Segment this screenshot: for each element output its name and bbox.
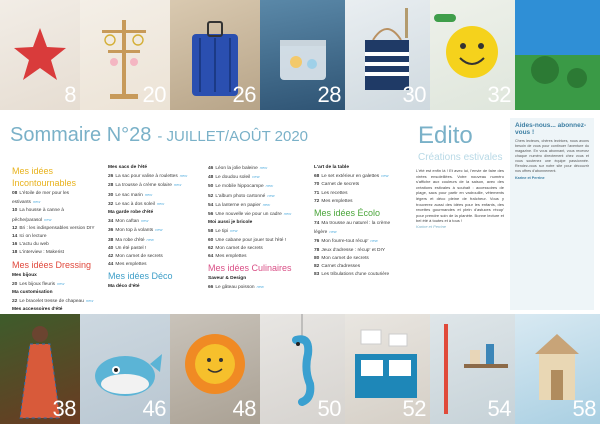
photo-tile-beach-hut[interactable] [515,314,600,424]
toc-page-number: 16 [12,242,18,248]
section-heading: Mes idées Incontournables [12,166,77,188]
photo-tile-pouch[interactable] [260,0,345,110]
toc-entry-title: Jeux d'adresse : récup' et DIY [321,247,386,253]
toc-page-number: 50 [208,184,214,190]
toc-page-number: 72 [314,198,320,204]
toc-entry[interactable] [314,190,404,198]
subscription-text: Chers lecteurs, chères lectrices, nous avons besoin de vous pour continuer l'aventure du magazine. En vous abonnant, vous recevez chaque numéro directement chez vous et vous soutenez une équipe passionnée. Rendez-vous sur notre site pour découvrir nos offres d'abonnement. [515,139,589,173]
new-badge: new [329,229,337,235]
toc-entry[interactable] [108,236,200,245]
toc-entry-title: Ma trousse au naturel : la crème légère [314,221,391,236]
toc-entry[interactable] [108,226,200,235]
subsection-heading: Mes bijoux [12,272,37,278]
toc-entry[interactable] [314,181,404,189]
garden-illustration [515,0,600,110]
photo-tile-whale[interactable] [80,314,170,424]
toc-page-number: 83 [314,272,320,278]
toc-entry[interactable] [208,173,302,182]
toc-entry[interactable] [208,283,302,292]
edito-text: L'été est enfin là ! Et avec lui, l'envie de faire des virées ensoleillées. Votre nouveau numéro s'affiche aux couleurs de la saison, avec des créations estivales à souhait : accessoires de plage, sacs pour partir en vadrouille, vêtements légers et déco pleine de fraîcheur. Vous y trouverez aussi des idées pour les enfants, des recettes gourmandes et plein d'astuces récup' pour prendre soin de la planète. Bonne lecture et bel été à toutes et à tous ! [416,168,504,224]
edito-signature: Karine et Perrine [416,223,447,229]
edito-body [416,168,504,230]
toc-entry[interactable] [208,182,302,191]
toc-entry[interactable] [208,227,302,236]
toc-entry[interactable] [108,245,200,253]
toc-entry[interactable] [108,200,200,209]
toc-entry[interactable] [314,255,404,263]
toc-entry[interactable] [108,253,200,261]
new-badge: new [283,211,292,217]
toc-page-number: 48 [208,175,214,181]
edito-subtitle: Créations estivales [418,152,503,163]
toc-entry[interactable] [314,220,404,237]
toc-entry[interactable] [12,280,98,289]
page-number: 58 [572,396,596,421]
toc-page-number: 82 [314,264,320,270]
toc-page-number: 54 [208,202,214,208]
toc-entry-title: Les recettes [321,190,348,196]
toc-entry[interactable] [108,261,200,269]
issue-date: - JUILLET/AOÛT 2020 [157,128,309,145]
toc-entry[interactable] [108,191,200,200]
photo-tile-shelf[interactable] [430,314,515,424]
toc-page-number: 28 [108,183,114,189]
page-number: 32 [487,82,511,107]
new-badge: new [370,238,378,244]
toc-page-number: 78 [314,247,320,253]
toc-entry-title: Les tribulations d'une couturière [321,272,390,278]
new-badge: new [259,165,268,170]
toc-page-number: 22 [12,299,18,305]
toc-page-number: 18 [12,250,18,256]
toc-entry-title: Le tipi [215,229,229,235]
top-photo-strip [0,0,600,110]
photo-tile-smiley[interactable] [430,0,515,110]
toc-entry-title: Mon carnet de secrets [215,245,263,251]
subsection-heading: L'art de la table [314,165,349,170]
toc-entry[interactable] [208,192,302,201]
new-badge: new [141,218,149,224]
page-number: 54 [487,396,511,421]
toc-entry[interactable] [12,207,98,224]
toc-entry[interactable] [314,172,404,181]
toc-entry-title: Le set extérieur en galettes [321,174,380,180]
photo-tile-suitcase[interactable] [170,0,260,110]
toc-entry[interactable] [12,249,98,257]
toc-column-3 [208,164,302,293]
new-badge: new [44,216,52,222]
subscription-box [510,118,594,310]
toc-entry-title: La trousse à crème solaire [115,183,172,189]
toc-entry-title: Le sac à dos soleil [115,201,155,207]
toc-entry-title: Le doudou soleil [215,175,251,181]
subsection-heading: Mes accessoires d'été [12,307,63,313]
new-badge: new [256,284,264,290]
toc-entry-title: Léon la jolie baleine [215,166,258,171]
toc-entry[interactable] [314,271,404,279]
subscription-title: Aides-nous... abonnez-vous ! [515,122,587,136]
new-badge: new [179,173,188,179]
toc-entry-title: Ici on lecture [19,234,47,240]
page-number: 46 [142,396,166,421]
toc-entry[interactable] [12,225,98,233]
edito-title: Edito [418,122,473,149]
toc-entry-title: Un été pastel ! [115,245,147,251]
toc-entry-title: Une nouvelle vie pour un cadre [215,212,282,218]
toc-entry-title: Mon top à volants [115,228,154,234]
toc-entry-title: Carnet d'adresses [321,264,361,270]
subsection-heading: Ma garde robe d'été [108,210,154,216]
photo-tile-album[interactable] [345,314,430,424]
toc-entry[interactable] [108,181,200,190]
new-badge: new [85,298,94,304]
toc-page-number: 66 [208,285,214,291]
toc-entry-title: Une cabane pour jouer tout l'été ! [215,237,287,243]
toc-entry[interactable] [314,263,404,271]
page-number: 28 [317,82,341,107]
subsection-heading: Moi aussi je bricole [208,220,253,226]
toc-entry[interactable] [108,172,200,181]
page-number: 26 [232,82,256,107]
photo-tile-tote-bag[interactable] [345,0,430,110]
new-badge: new [155,227,163,233]
toc-page-number: 34 [108,219,114,225]
toc-page-number: 38 [108,237,114,243]
new-badge: new [230,228,238,234]
section-heading: Mes idées Culinaires [208,263,292,274]
toc-page-number: 32 [108,201,114,207]
toc-page-number: 08 [12,191,18,196]
photo-tile-sun[interactable] [170,314,260,424]
section-heading: Mes idées Déco [108,271,173,282]
toc-page-number: 62 [208,245,214,251]
new-badge: new [32,199,41,205]
toc-page-number: 60 [208,237,214,243]
toc-entry-title: Mon carnet de secrets [115,254,163,260]
toc-entry-title: Mon fourre-tout récup' [321,239,369,245]
toc-entry-title: La housse à canne à pêche/parasol [12,208,64,223]
toc-entry-title: Mes emplettes [115,262,147,268]
toc-entry[interactable] [314,198,404,206]
new-badge: new [156,200,165,206]
toc-page-number: 70 [314,182,320,188]
subsection-heading: Mes sacs de l'été [108,165,148,170]
new-badge: new [267,192,275,198]
toc-page-number: 80 [314,255,320,261]
new-badge: new [265,183,273,189]
toc-page-number: 68 [314,174,320,180]
toc-entry[interactable] [208,210,302,219]
toc-entry-title: L'album photo cartonné [215,193,266,199]
toc-entry-title: La sac pour valise à roulettes [115,174,178,180]
sommaire-header [10,124,308,147]
toc-entry-title: Le gâteau poisson [215,285,255,291]
toc-entry[interactable] [12,233,98,241]
page-number: 20 [142,82,166,107]
toc-entry[interactable] [314,247,404,255]
toc-entry-title: Le mobile hippocampe [215,184,264,190]
toc-entry[interactable] [108,217,200,226]
toc-entry[interactable] [208,164,302,173]
page-number: 8 [64,82,76,107]
toc-entry-title: Mon caftan [115,219,140,225]
toc-entry-title: La lanterne en papier [215,202,261,208]
page-number: 50 [317,396,341,421]
page-number: 48 [232,396,256,421]
new-badge: new [262,201,271,207]
toc-page-number: 36 [108,228,114,234]
toc-entry-title: Mon carnet de secrets [321,255,369,261]
toc-page-number: 71 [314,190,320,196]
toc-page-number: 44 [108,262,114,268]
toc-entry[interactable] [208,245,302,253]
toc-entry-title: Les bijoux fleuris [19,281,56,287]
toc-entry[interactable] [314,237,404,246]
sommaire-title: Sommaire N°28 [10,124,152,146]
toc-entry[interactable] [208,237,302,245]
toc-entry-title: Mes emplettes [321,198,353,204]
toc-page-number: 14 [12,234,18,240]
section-heading: Mes idées Dressing [12,259,92,270]
toc-entry-title: L'actu du web [19,242,49,248]
toc-entry-title: Mes emplettes [215,254,247,260]
photo-tile-garden[interactable] [515,0,600,110]
toc-entry[interactable] [12,241,98,249]
toc-page-number: 58 [208,229,214,235]
toc-page-number: 10 [12,208,18,214]
toc-page-number: 46 [208,166,214,171]
subsection-heading: Ma déco d'été [108,284,140,290]
toc-entry-title: L'étoile de mer pour les estivants [12,191,70,206]
toc-page-number: 30 [108,192,114,198]
toc-entry[interactable] [208,253,302,261]
toc-entry-title: Bri : les indispensables version DIY [19,225,95,231]
toc-column-4 [314,164,404,279]
bottom-photo-strip [0,314,600,424]
toc-entry[interactable] [208,201,302,210]
subscription-signature: Karine et Perrine [515,176,545,180]
toc-page-number: 12 [12,225,18,231]
photo-tile-starfish[interactable] [0,0,80,110]
toc-page-number: 64 [208,254,214,260]
page-number: 52 [402,396,426,421]
new-badge: new [144,191,153,197]
toc-column-2 [108,164,200,292]
toc-entry-title: Le sac marin [115,192,143,198]
toc-page-number: 26 [108,174,114,180]
toc-entry-title: Carnet de secrets [321,182,360,188]
new-badge: new [252,174,260,180]
toc-entry-title: L'interview : Makerist [19,250,64,256]
toc-page-number: 52 [208,193,214,199]
new-badge: new [57,280,65,286]
toc-entry[interactable] [12,297,98,306]
new-badge: new [381,173,389,179]
photo-tile-earrings[interactable] [80,0,170,110]
photo-tile-dress[interactable] [0,314,80,424]
new-badge: new [173,182,182,188]
toc-column-1 [12,164,98,324]
subsection-heading: Saveur & Design [208,276,247,282]
toc-page-number: 74 [314,221,320,227]
toc-page-number: 56 [208,212,214,218]
toc-page-number: 40 [108,245,114,251]
toc-entry-title: Le bracelet tresse de chapeau [19,299,84,305]
page-number: 30 [402,82,426,107]
subsection-heading: Ma customisation [12,290,53,296]
toc-entry-title: Ma robe d'été [115,237,145,243]
toc-entry[interactable] [12,190,98,207]
photo-tile-seahorse[interactable] [260,314,345,424]
toc-page-number: 42 [108,254,114,260]
toc-page-number: 20 [12,281,18,287]
page-number: 38 [52,396,76,421]
toc-page-number: 76 [314,239,320,245]
section-heading: Mes idées Écolo [314,208,381,219]
new-badge: new [146,236,154,242]
